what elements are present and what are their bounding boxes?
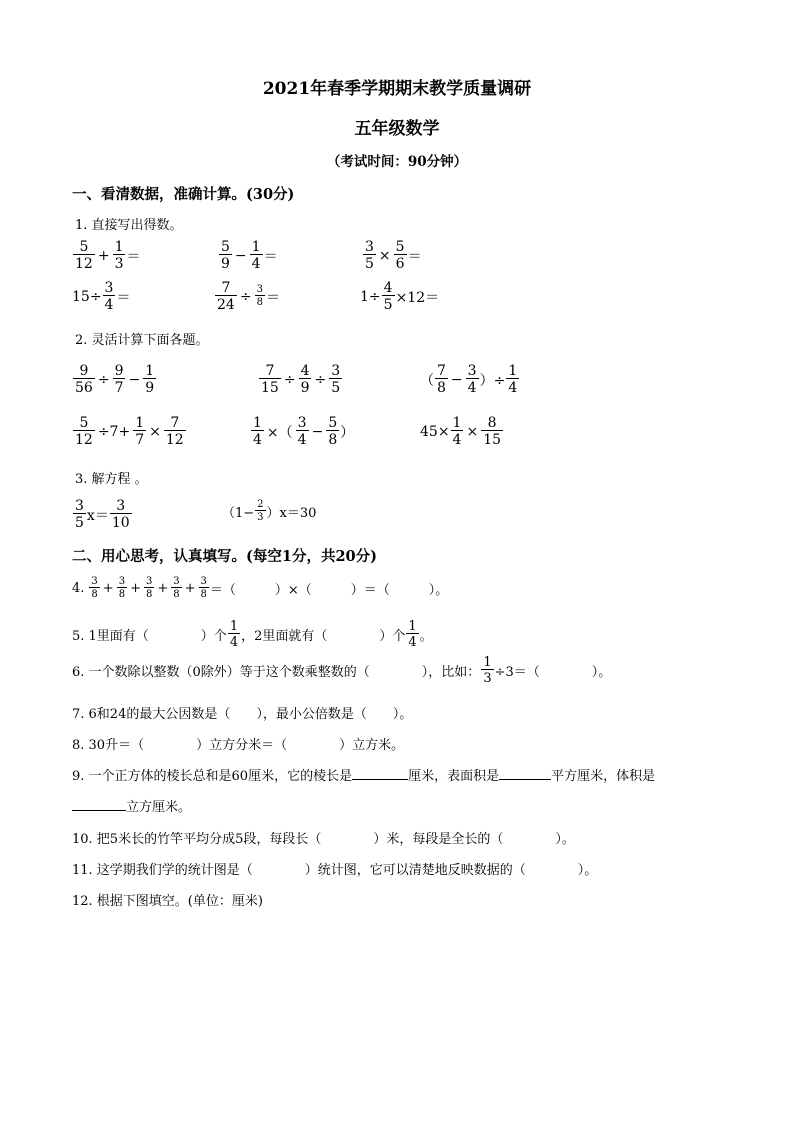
exam-time-note: （考试时间：90分钟） [326,154,468,170]
q3-label: 3. 解方程 。 [75,472,148,487]
q2-item-6: 45× $\frac{1}{4}$ × $\frac{8}{15}$ [420,415,502,448]
q5: 5. 1里面有（ ）个 $\frac{1}{4}$ ，2里面就有（ ）个 $\frac{1}{4}$ 。 [72,619,433,650]
q9-blank-volume[interactable] [72,810,126,811]
q6: 6. 一个数除以整数（0除外）等于这个数乘整数的（ ），比如： $\frac{1}{3}$ ÷3＝（ ）。 [72,655,612,686]
section2-heading: 二、用心思考，认真填写。(每空1分，共20分) [72,548,377,565]
q3-equation-1: $\frac{3}{5}$ x＝ $\frac{3}{10}$ [75,498,130,531]
q11: 11. 这学期我们学的统计图是（ ）统计图，它可以清楚地反映数据的（ ）。 [72,863,598,878]
q1-item-4: 15÷ $\frac{3}{4}$ ＝ [72,280,131,313]
q1-item-1: $\frac{5}{12}$ + $\frac{1}{3}$ ＝ [75,239,141,272]
q1-item-2: $\frac{5}{9}$ − $\frac{1}{4}$ ＝ [221,239,278,272]
q1-item-5: $\frac{7}{24}$ ÷ $\frac{3}{8}$ ＝ [217,280,280,313]
q2-item-3: （ $\frac{7}{8}$ − $\frac{3}{4}$ ）÷ $\frac{1}{4}$ [420,363,518,396]
q9-blank-area[interactable] [499,779,551,780]
q12: 12. 根据下图填空。(单位：厘米) [72,894,263,909]
q10: 10. 把5米长的竹竿平均分成5段，每段长（ ）米，每段是全长的（ ）。 [72,832,575,847]
section1-heading: 一、看清数据，准确计算。(30分) [72,186,295,203]
q1-label: 1. 直接写出得数。 [75,218,183,233]
q1-item-6: 1÷ $\frac{4}{5}$ ×12＝ [360,280,440,313]
q7: 7. 6和24的最大公因数是（ ），最小公倍数是（ ）。 [72,707,413,722]
exam-title: 2021年春季学期期末教学质量调研 [262,79,532,99]
q2-item-4: $\frac{5}{12}$ ÷7+ $\frac{1}{7}$ × $\frac{7}{12}$ [75,415,184,448]
exam-subtitle: 五年级数学 [354,119,440,139]
q2-item-1: $\frac{9}{56}$ ÷ $\frac{9}{7}$ − $\frac{1}{9}$ [75,363,155,396]
q9-line2: 立方厘米。 [72,796,191,815]
q2-item-5: $\frac{1}{4}$ ×（ $\frac{3}{4}$ − $\frac{5}{8}$ ） [253,415,355,448]
q1-item-3: $\frac{3}{5}$ × $\frac{5}{6}$ ＝ [365,239,422,272]
q9-blank-edge[interactable] [352,779,408,780]
q3-equation-2: （1− $\frac{2}{3}$ ）x＝30 [222,499,317,523]
q2-label: 2. 灵活计算下面各题。 [75,333,209,348]
q8: 8. 30升＝（ ）立方分米＝（ ）立方米。 [72,738,405,753]
q4: 4. $\frac{3}{8}$ + $\frac{3}{8}$ + $\frac{3}{8}$ + $\frac{3}{8}$ + $\frac{3}{8}$ ＝（ ）×（ ）＝（ ）。 [72,576,449,600]
q9-line1: 9. 一个正方体的棱长总和是60厘米，它的棱长是 厘米，表面积是 平方厘米，体积是 [72,769,656,784]
q2-item-2: $\frac{7}{15}$ ÷ $\frac{4}{9}$ ÷ $\frac{3}{5}$ [261,363,341,396]
